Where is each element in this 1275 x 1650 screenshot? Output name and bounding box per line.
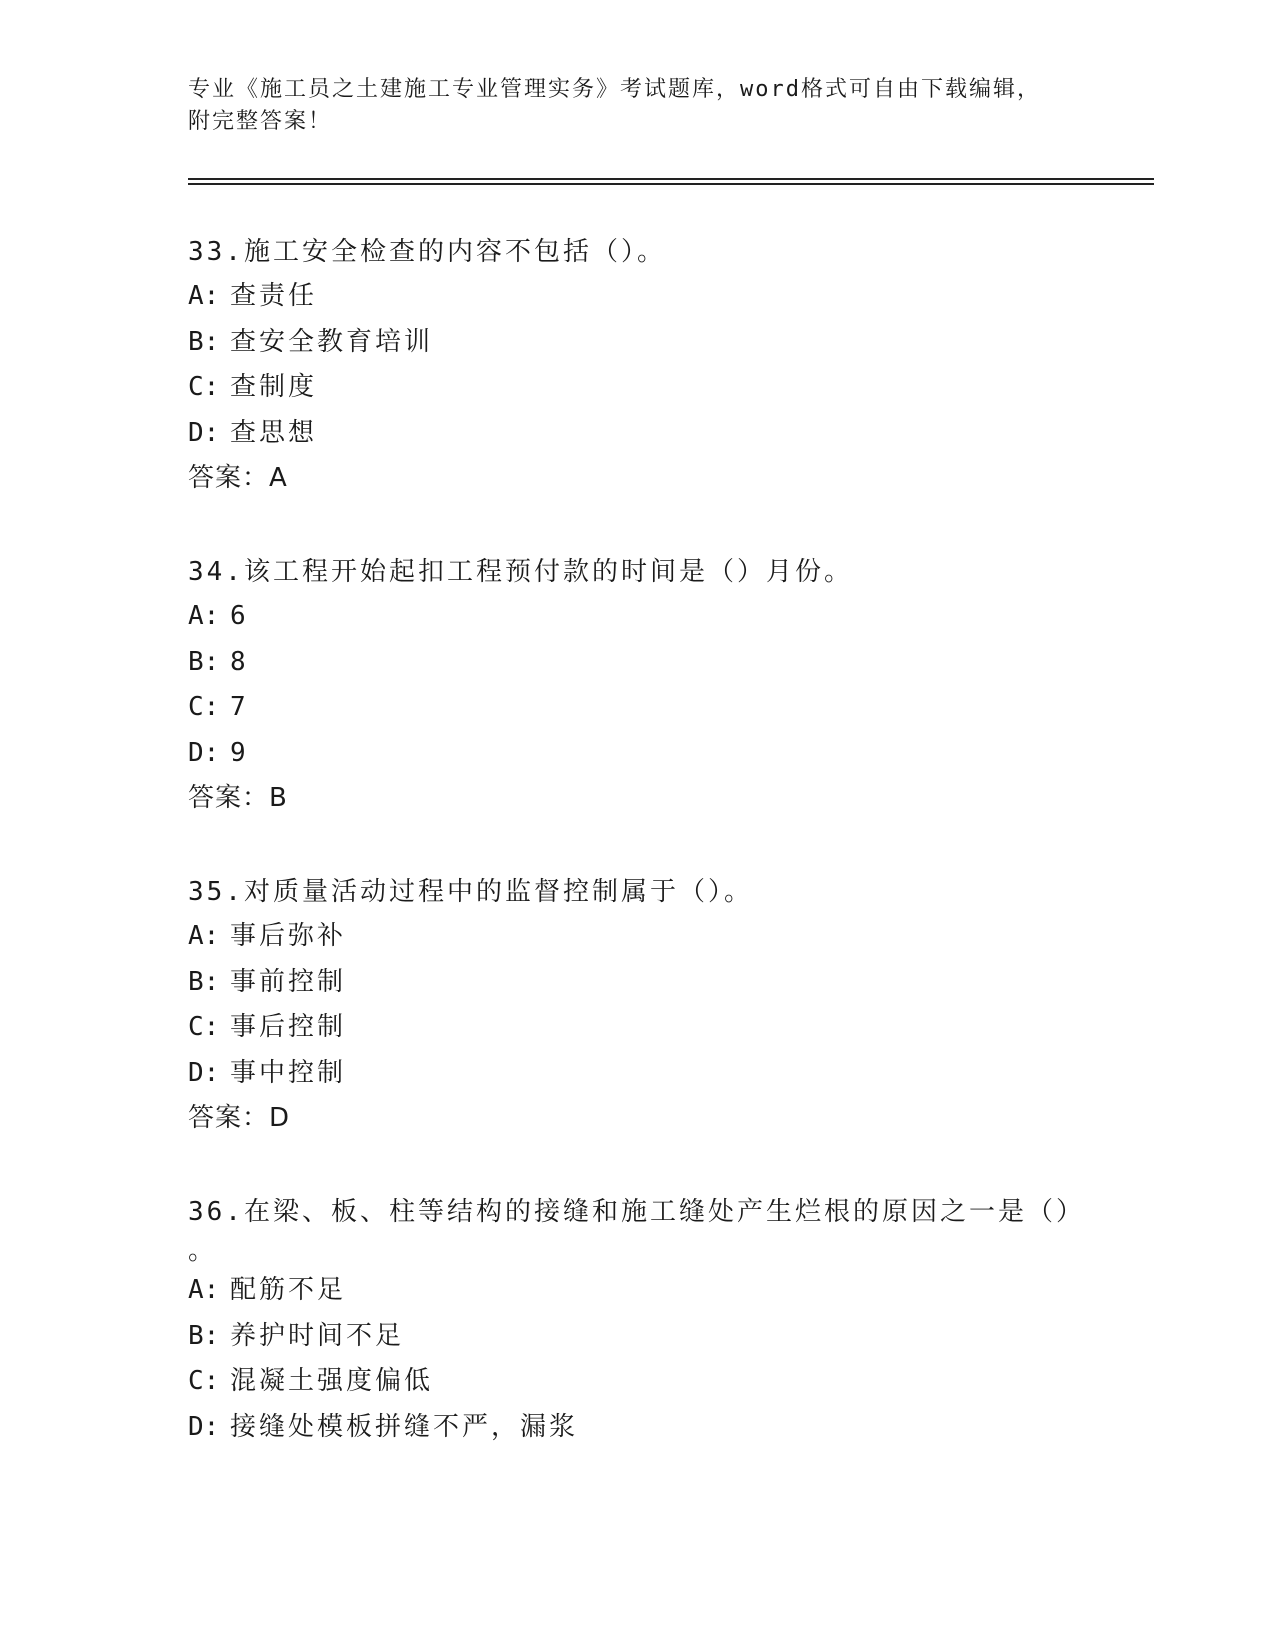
option-key: B:	[188, 1320, 220, 1351]
option-key: A:	[188, 1275, 220, 1305]
question-33	[188, 236, 1088, 501]
header-line-2: 附完整答案！	[188, 109, 333, 134]
option-text: 查思想	[230, 417, 318, 448]
option-key: A:	[188, 281, 220, 311]
option-text: 查安全教育培训	[230, 326, 434, 357]
question-text-continuation: 。	[188, 1236, 218, 1266]
option-key: D:	[188, 1411, 220, 1442]
question-text: 35.对质量活动过程中的监督控制属于（）。	[188, 877, 753, 907]
option-b	[188, 640, 1088, 686]
answer-line: 答案：D	[188, 1103, 291, 1133]
option-key: A:	[188, 601, 220, 631]
option-key: D:	[188, 737, 220, 768]
option-text: 事后弥补	[230, 921, 347, 951]
option-a	[188, 274, 1088, 320]
option-list	[188, 594, 1088, 776]
option-text: 接缝处模板拼缝不严，漏浆	[230, 1411, 579, 1442]
option-text: 6	[230, 601, 249, 631]
option-text: 事后控制	[230, 1012, 347, 1042]
option-key: D:	[188, 417, 220, 448]
option-a	[188, 594, 1088, 640]
option-c	[188, 685, 1088, 731]
option-key: B:	[188, 326, 220, 357]
option-d	[188, 411, 1088, 457]
option-d	[188, 1051, 1088, 1097]
question-text: 33.施工安全检查的内容不包括（）。	[188, 237, 666, 267]
header-divider-bottom	[188, 183, 1154, 185]
question-text: 36.在梁、板、柱等结构的接缝和施工缝处产生烂根的原因之一是（）	[188, 1197, 1085, 1227]
option-a	[188, 1268, 1088, 1314]
option-key: A:	[188, 921, 220, 951]
question-text: 34.该工程开始起扣工程预付款的时间是（）月份。	[188, 557, 853, 587]
option-b	[188, 320, 1088, 366]
option-key: C:	[188, 1366, 220, 1396]
option-key: B:	[188, 966, 220, 997]
option-key: B:	[188, 646, 220, 677]
option-key: C:	[188, 372, 220, 402]
option-key: D:	[188, 1057, 220, 1088]
answer-line: 答案：A	[188, 463, 288, 493]
option-list	[188, 274, 1088, 456]
option-b	[188, 960, 1088, 1006]
answer-line: 答案：B	[188, 783, 288, 813]
option-d	[188, 731, 1088, 777]
option-text: 配筋不足	[230, 1275, 347, 1305]
option-text: 混凝土强度偏低	[230, 1366, 434, 1396]
option-text: 9	[230, 737, 249, 768]
header-divider-top	[188, 178, 1154, 180]
header-line-1: 专业《施工员之土建施工专业管理实务》考试题库，word格式可自由下载编辑，	[188, 77, 1041, 102]
option-text: 7	[230, 692, 249, 722]
option-text: 养护时间不足	[230, 1320, 405, 1351]
option-b	[188, 1314, 1088, 1360]
question-36	[188, 1196, 1088, 1450]
option-c	[188, 365, 1088, 411]
option-c	[188, 1359, 1088, 1405]
option-list	[188, 1268, 1088, 1450]
option-a	[188, 914, 1088, 960]
option-d	[188, 1405, 1088, 1451]
option-list	[188, 914, 1088, 1096]
option-text: 事中控制	[230, 1057, 347, 1088]
option-text: 查责任	[230, 281, 318, 311]
option-key: C:	[188, 1012, 220, 1042]
question-34	[188, 556, 1088, 821]
option-key: C:	[188, 692, 220, 722]
option-c	[188, 1005, 1088, 1051]
document-header	[188, 74, 1088, 138]
option-text: 8	[230, 646, 249, 677]
question-35	[188, 876, 1088, 1141]
option-text: 事前控制	[230, 966, 347, 997]
option-text: 查制度	[230, 372, 318, 402]
